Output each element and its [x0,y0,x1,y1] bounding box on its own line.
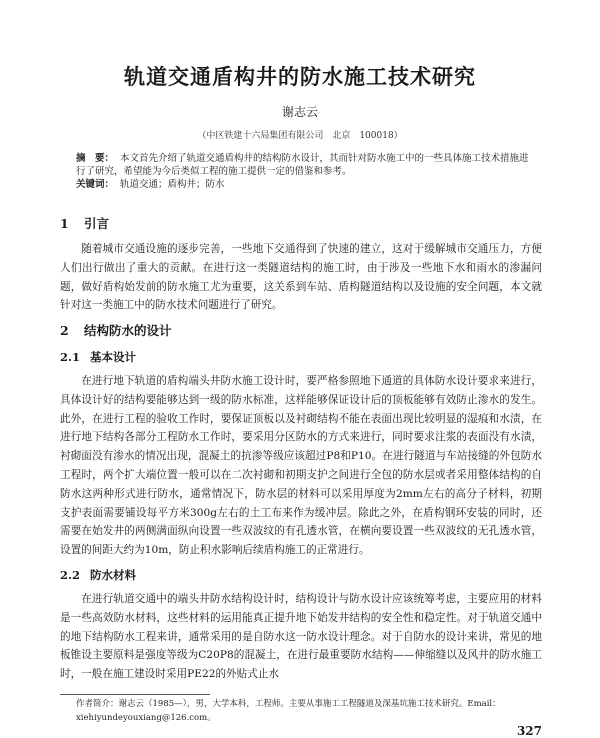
abstract-label: 摘 要： [76,153,115,164]
paper-title: 轨道交通盾构井的防水施工技术研究 [124,64,476,89]
section-title: 引言 [84,216,110,231]
abstract-block [76,152,536,191]
author-footnote: 作者简介：谢志云（1985—），男，大学本科，工程师。主要从事施工工程隧道及深基坑施工技术研究。Email：xiehiyundeyouxiang@126.com。 [76,699,501,723]
paragraph-materials: 在进行轨道交通中的端头井防水结构设计时，结构设计与防水设计应该统筹考虑，主要应用的材料是一些高效防水材料，这些材料的运用能真正提升地下始发井结构的安全性和稳定性。对于轨道交通中的地下结构防水工程来讲，通常采用的是自防水这一防水设计理念。对于自防水的设计来讲，常见的地板锥设主要原料是强度等级为C20P8的混凝土，在进行最重要防水结构——伸缩缝以及风井的防水施工时，一般在施工建设时采用PE22的外贴式止水 [60,593,542,681]
keywords-label: 关键词： [76,179,115,190]
paragraph-intro: 随着城市交通设施的逐步完善，一些地下交通得到了快速的建立，这对于缓解城市交通压力，方便人们出行做出了重大的贡献。在进行这一类隧道结构的施工时，由于涉及一些地下水和雨水的渗漏问题，做好盾构始发前的防水施工尤为重要，这关系到车站、盾构隧道结构以及设施的安全问题，本文就针对这一类施工中的防水技术问题进行了研究。 [60,243,542,312]
subsection-title: 基本设计 [90,350,136,364]
subsection-number: 2.1 [60,350,81,364]
paragraph-basic-design: 在进行地下轨道的盾构端头井防水施工设计时，要严格参照地下通道的具体防水设计要求来进行，具体设计好的结构要能够达到一级的防水标准，这样能够保证设计后的顶板能够有效防止渗水的发生。此外，在进行工程的验收工作时，要保证顶板以及衬砌结构不能在表面出现比较明显的湿痕和水渍，在进行地下结构各部分工程防水工作时，要采用分区防水的方式来进行，同时要求注浆的表面没有水渍，衬砌面没有渗水的情况出现，混凝土的抗渗等级应该超过P8和P10。在进行隧道与车站接缝的外包防水工程时，两个扩大端位置一般可以在二次衬砌和初期支护之间进行全包的防水层或者采用整体结构的自防水这两种形式进行防水，通常情况下，防水层的材料可以采用厚度为2mm左右的高分子材料，初期支护表面需要铺设每平方米300g左右的土工布来作为缓冲层。除此之外，在盾构钢环安装的同时，还需要在始发井的两侧满面纵向设置一些双波纹的有孔透水管，在横向要设置一些双波纹的无孔透水管，设置的间距大约为10m，防止积水影响后续盾构施工的正常进行。 [60,375,542,557]
keywords [76,178,536,191]
keywords-text: 轨道交通；盾构井；防水 [120,179,225,190]
subsection-title: 防水材料 [90,568,136,582]
section-heading-1 [60,215,109,233]
page-number: 327 [516,724,542,738]
subsection-heading-2-1 [60,348,136,366]
section-number: 2 [60,323,69,338]
section-heading-2 [60,322,172,340]
author-affiliation: （中区铁建十六局集团有限公司 北京 100018） [197,131,403,141]
abstract-text: 本文首先介绍了轨道交通盾构井的结构防水设计，其而针对防水施工中的一些具体施工技术措施进行了研究，希望能为今后类似工程的施工提供一定的借鉴和参考。 [76,153,529,177]
author-name: 谢志云 [281,105,318,119]
subsection-number: 2.2 [60,568,81,582]
footnote-divider [60,694,210,695]
subsection-heading-2-2 [60,566,136,584]
section-number: 1 [60,216,69,231]
abstract [76,152,536,178]
section-title: 结构防水的设计 [84,323,172,338]
